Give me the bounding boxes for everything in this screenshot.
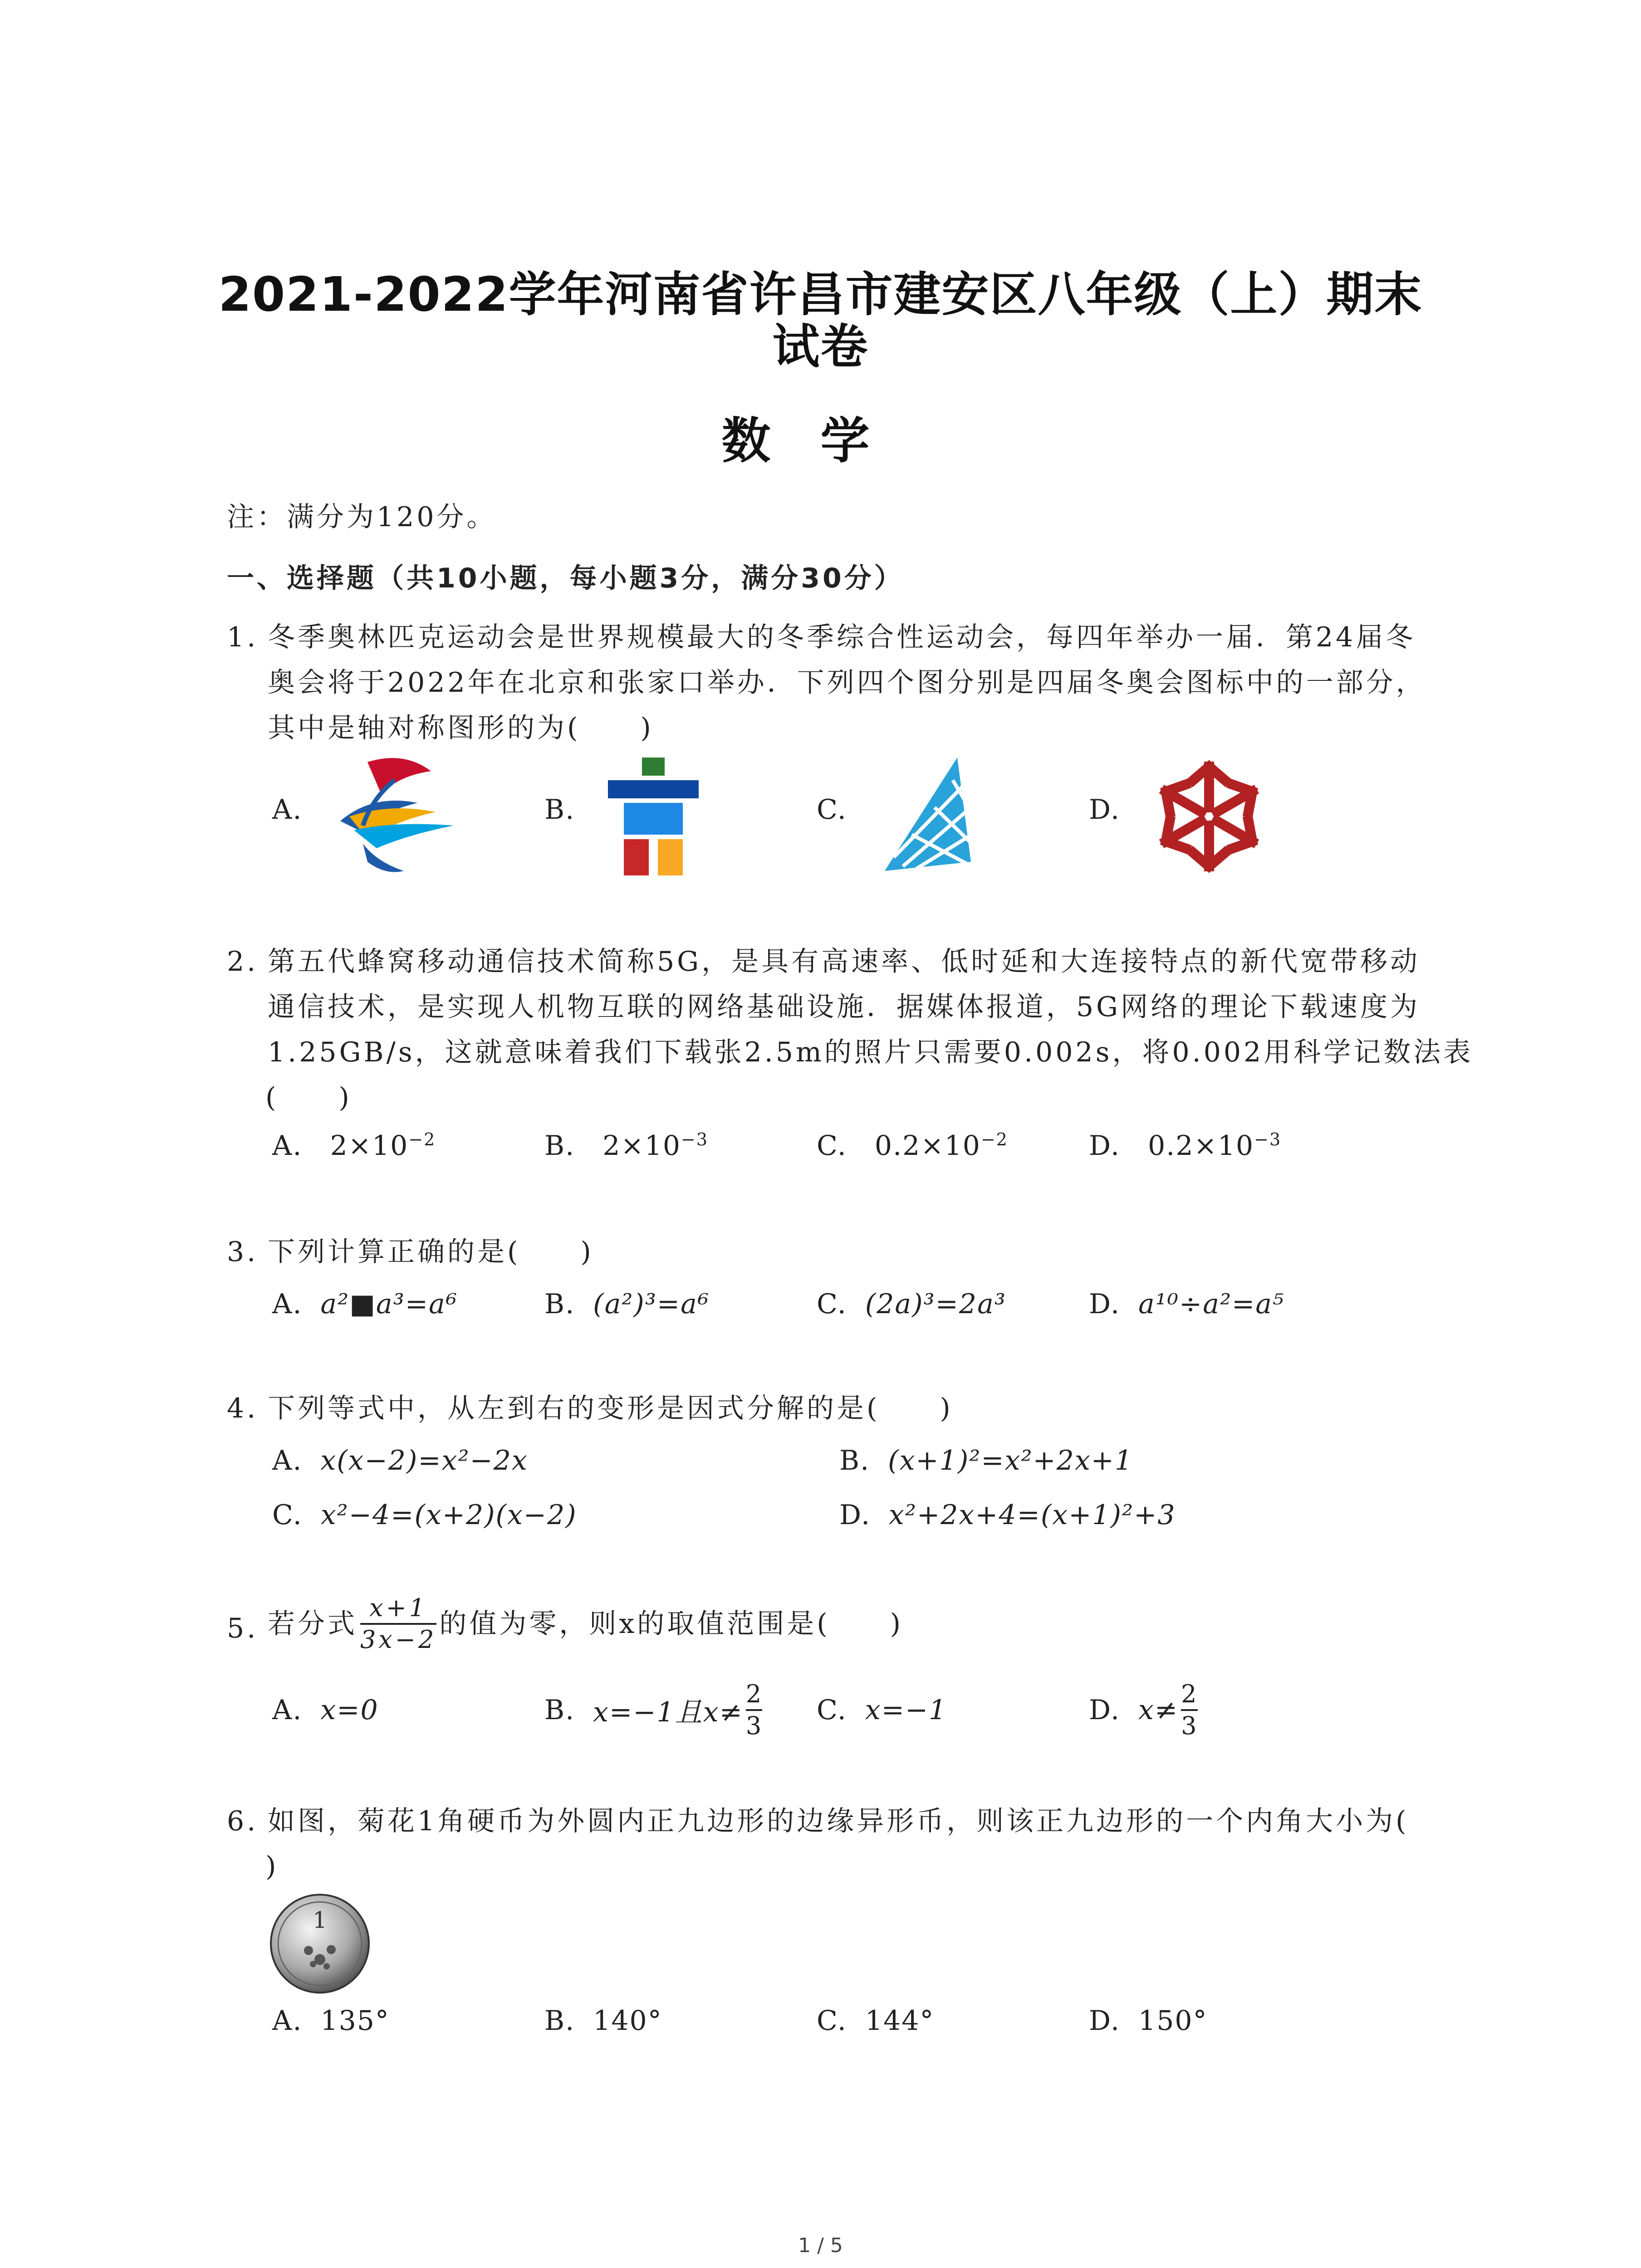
- page-title-line1: 2021-2022学年河南省许昌市建安区八年级（上）期末: [218, 267, 1423, 322]
- q3-option-d-value: a¹⁰÷a²=a⁵: [1138, 1288, 1285, 1320]
- q5-option-a-value: x=0: [320, 1694, 379, 1726]
- q3-option-d: [1089, 1288, 1284, 1320]
- score-note: 注：满分为120分。: [227, 501, 497, 533]
- question-2-line2: 通信技术，是实现人机物互联的网络基础设施．据媒体报道，5G网络的理论下载速度为: [268, 991, 1421, 1023]
- question-3-stem: 下列计算正确的是( ): [268, 1236, 594, 1268]
- q3-option-b: [544, 1288, 710, 1320]
- question-4-number: 4.: [227, 1393, 259, 1424]
- q1-option-b-label: B.: [544, 794, 575, 826]
- q3-option-c-value: (2a)³=2a³: [865, 1288, 1006, 1320]
- q5-option-a-label: A.: [272, 1694, 303, 1726]
- q5-option-d-numerator: 2: [1181, 1680, 1198, 1708]
- q5-option-d-value: x≠: [1138, 1694, 1179, 1726]
- q4-option-c-label: C.: [272, 1499, 303, 1531]
- q2-option-a-label: A.: [272, 1130, 303, 1162]
- question-5-stem: [268, 1579, 903, 1669]
- q5-option-c-label: C.: [817, 1694, 847, 1726]
- q5-option-d-label: D.: [1089, 1694, 1121, 1726]
- question-6-line2: ): [265, 1851, 279, 1882]
- q4-option-b-label: B.: [839, 1445, 870, 1476]
- q6-option-c-label: C.: [817, 2005, 847, 2037]
- q2-option-b-label: B.: [544, 1130, 575, 1162]
- q5-option-b-fraction: [746, 1679, 762, 1741]
- q2-option-d-label: D.: [1089, 1130, 1121, 1162]
- q6-option-c-value: 144°: [865, 2005, 935, 2037]
- q4-option-a-value: x(x−2)=x²−2x: [320, 1445, 528, 1476]
- q2-option-a: [272, 1129, 436, 1162]
- q3-option-c: [817, 1288, 1006, 1320]
- q2-option-b-exponent: −3: [681, 1129, 709, 1149]
- q5-option-b-label: B.: [544, 1694, 575, 1726]
- q2-option-d: [1089, 1129, 1281, 1162]
- question-2-number: 2.: [227, 946, 259, 978]
- q5-option-b-numerator: 2: [745, 1680, 763, 1708]
- q3-option-a-label: A.: [272, 1288, 303, 1320]
- q2-option-a-value: 2×10: [330, 1130, 409, 1162]
- question-1-number: 1.: [227, 621, 259, 653]
- q5-option-c: [817, 1674, 947, 1746]
- q3-option-b-value: (a²)³=a⁶: [593, 1288, 710, 1320]
- q2-option-c-value: 0.2×10: [874, 1130, 981, 1162]
- q2-option-c-exponent: −2: [980, 1129, 1008, 1149]
- sochi-pattern-image: [867, 753, 1012, 880]
- q5-fraction-denominator: 3x−2: [360, 1625, 437, 1654]
- q5-option-d: [1089, 1674, 1200, 1746]
- q2-option-d-exponent: −3: [1254, 1129, 1282, 1149]
- q5-option-d-denominator: 3: [1181, 1711, 1198, 1740]
- question-1-line1: 冬季奥林匹克运动会是世界规模最大的冬季综合性运动会，每四年举办一届．第24届冬: [268, 621, 1416, 653]
- q4-option-b: [839, 1445, 1133, 1476]
- question-2-line3: 1.25GB/s，这就意味着我们下载张2.5m的照片只需要0.002s，将0.002用科学记数法表: [268, 1036, 1474, 1068]
- q4-option-b-value: (x+1)²=x²+2x+1: [888, 1445, 1133, 1476]
- question-1-line3: 其中是轴对称图形的为( ): [268, 712, 654, 744]
- q6-option-d: [1089, 2005, 1208, 2037]
- question-2-line4: ( ): [265, 1082, 352, 1114]
- q1-option-c-label: C.: [817, 794, 847, 826]
- q2-option-d-value: 0.2×10: [1148, 1130, 1254, 1162]
- q6-option-a: [272, 2005, 390, 2037]
- q6-option-b: [544, 2005, 662, 2037]
- subject-heading: 数学: [721, 413, 920, 469]
- q5-fraction: [360, 1593, 436, 1655]
- q4-option-d-label: D.: [839, 1499, 871, 1531]
- q5-option-b-value: x=−1且x≠: [593, 1696, 743, 1728]
- q1-option-d-label: D.: [1089, 794, 1121, 826]
- question-2-line1: 第五代蜂窝移动通信技术简称5G，是具有高速率、低时延和大连接特点的新代宽带移动: [268, 946, 1421, 978]
- q3-option-b-label: B.: [544, 1288, 575, 1320]
- q4-option-a: [272, 1445, 528, 1476]
- q5-stem-prefix: 若分式: [268, 1608, 358, 1640]
- page-title-line2: 试卷: [772, 319, 869, 374]
- beijing-logo-image: [327, 753, 463, 880]
- snowflake-logo-image: [1143, 753, 1275, 880]
- q6-option-d-label: D.: [1089, 2005, 1121, 2037]
- q5-option-a: [272, 1674, 379, 1746]
- q6-option-a-label: A.: [272, 2005, 303, 2037]
- q6-option-a-value: 135°: [320, 2005, 390, 2037]
- coin-denomination: 1: [313, 1907, 327, 1933]
- q5-option-d-fraction: [1181, 1679, 1197, 1741]
- q3-option-d-label: D.: [1089, 1288, 1121, 1320]
- q6-option-b-label: B.: [544, 2005, 575, 2037]
- q4-option-c-value: x²−4=(x+2)(x−2): [320, 1499, 577, 1531]
- question-6-number: 6.: [227, 1805, 259, 1837]
- q5-option-c-value: x=−1: [865, 1694, 947, 1726]
- q5-stem-suffix: 的值为零，则x的取值范围是( ): [439, 1608, 904, 1640]
- page-number: 1 / 5: [798, 2234, 843, 2257]
- q4-option-d-value: x²+2x+4=(x+1)²+3: [889, 1499, 1176, 1531]
- q2-option-c-label: C.: [817, 1130, 847, 1162]
- question-6-line1: 如图，菊花1角硬币为外圆内正九边形的边缘异形币，则该正九边形的一个内角大小为(: [268, 1805, 1409, 1837]
- q4-option-c: [272, 1499, 577, 1531]
- q2-option-a-exponent: −2: [408, 1129, 436, 1149]
- q2-option-b: [544, 1129, 708, 1162]
- question-5-number: 5.: [227, 1613, 259, 1644]
- q3-option-c-label: C.: [817, 1288, 847, 1320]
- q2-option-b-value: 2×10: [603, 1130, 681, 1162]
- q4-option-a-label: A.: [272, 1445, 303, 1476]
- q5-option-b: [544, 1674, 765, 1746]
- q3-option-a-value: a²■a³=a⁶: [320, 1288, 458, 1320]
- question-4-stem: 下列等式中，从左到右的变形是因式分解的是( ): [268, 1393, 953, 1424]
- question-1-line2: 奥会将于2022年在北京和张家口举办．下列四个图分别是四届冬奥会图标中的一部分，: [268, 667, 1426, 699]
- q6-option-c: [817, 2005, 934, 2037]
- q3-option-a: [272, 1288, 458, 1320]
- chrysanthemum-coin-image: [268, 1892, 372, 1996]
- q2-option-c: [817, 1129, 1008, 1162]
- q6-option-d-value: 150°: [1138, 2005, 1208, 2037]
- question-3-number: 3.: [227, 1236, 259, 1268]
- q5-option-b-denominator: 3: [745, 1711, 763, 1740]
- vancouver-inukshuk-image: [599, 753, 708, 880]
- q6-option-b-value: 140°: [593, 2005, 662, 2037]
- q1-option-a-label: A.: [272, 794, 303, 826]
- section-heading: 一、选择题（共10小题，每小题3分，满分30分）: [227, 562, 904, 594]
- q4-option-d: [839, 1499, 1176, 1531]
- q5-fraction-numerator: x+1: [369, 1593, 428, 1622]
